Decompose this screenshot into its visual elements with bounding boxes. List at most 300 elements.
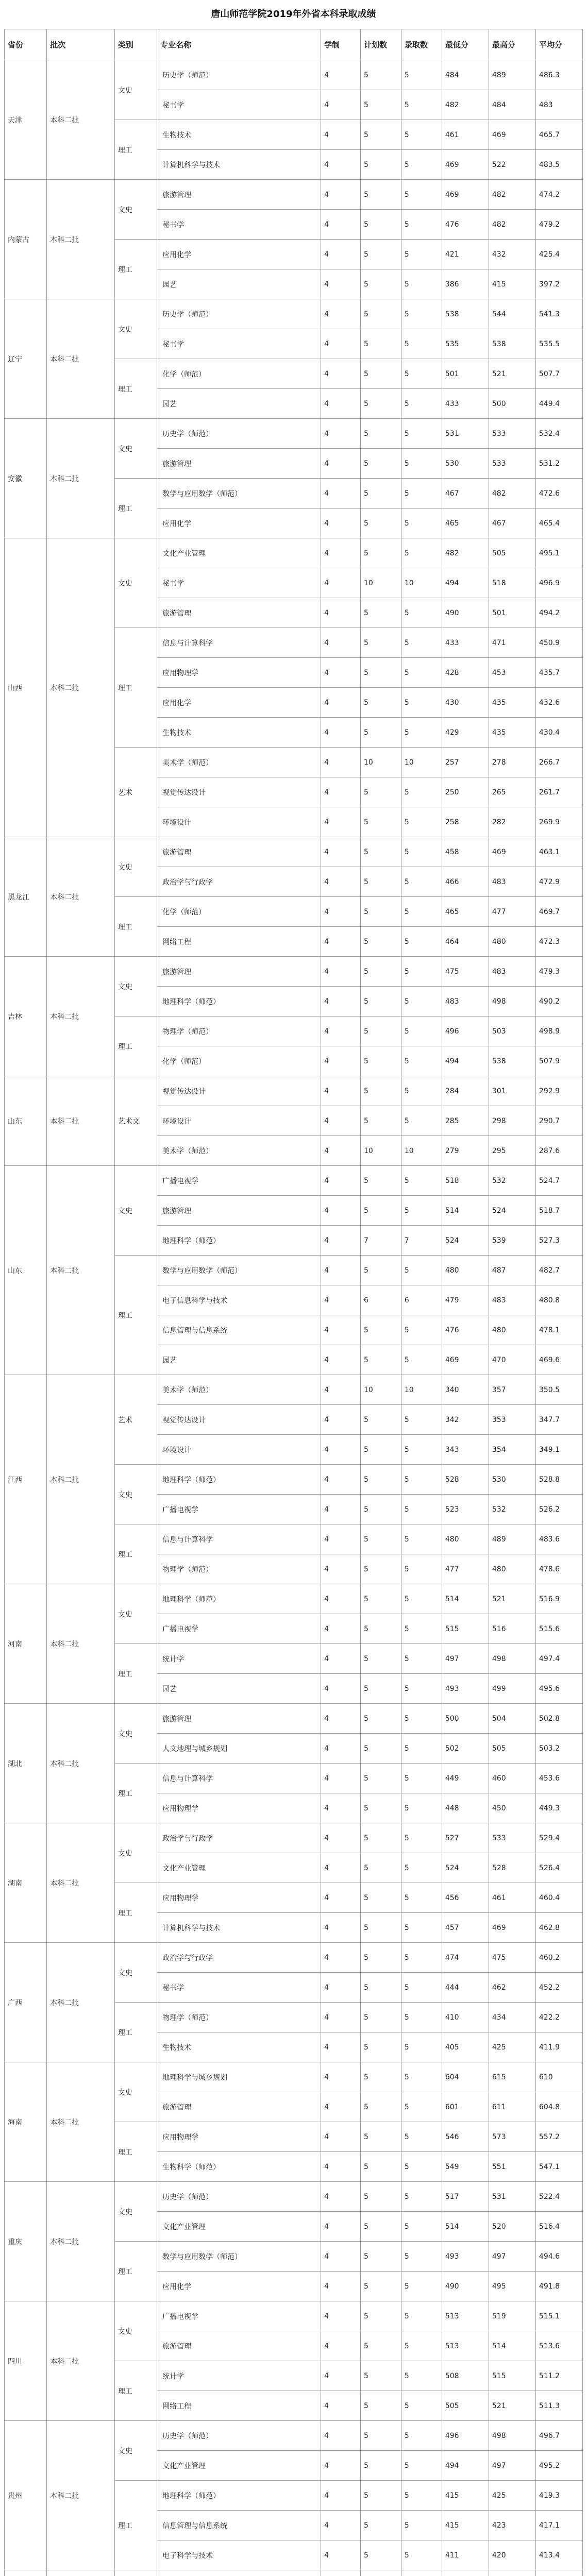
max-score-cell: 435 <box>489 718 535 748</box>
min-score-cell: 497 <box>442 1644 489 1674</box>
avg-score-cell: 529.4 <box>535 1823 582 1853</box>
table-row <box>5 1943 583 1973</box>
duration-cell: 4 <box>321 987 361 1016</box>
major-cell: 园艺 <box>157 389 321 419</box>
max-score-cell: 470 <box>489 1345 535 1375</box>
duration-cell: 4 <box>321 1674 361 1704</box>
max-score-cell: 489 <box>489 1524 535 1554</box>
duration-cell: 4 <box>321 927 361 957</box>
plan-cell: 5 <box>360 2062 401 2092</box>
max-score-cell: 518 <box>489 568 535 598</box>
admitted-cell: 7 <box>401 1226 442 1256</box>
duration-cell: 4 <box>321 957 361 987</box>
major-cell: 秘书学 <box>157 329 321 359</box>
table-row <box>5 837 583 867</box>
admitted-cell: 5 <box>401 1524 442 1554</box>
min-score-cell: 415 <box>442 2481 489 2511</box>
category-cell: 文史 <box>114 60 157 120</box>
max-score-cell: 354 <box>489 1435 535 1465</box>
min-score-cell: 524 <box>442 1853 489 1883</box>
table-row <box>5 2301 583 2331</box>
max-score-cell: 475 <box>489 1943 535 1973</box>
major-cell: 视觉传达设计 <box>157 1076 321 1106</box>
min-score-cell: 535 <box>442 329 489 359</box>
province-cell: 内蒙古 <box>5 180 47 299</box>
major-cell: 计算机科学与技术 <box>157 1913 321 1943</box>
avg-score-cell: 472.9 <box>535 867 582 897</box>
major-cell: 环境设计 <box>157 1435 321 1465</box>
admitted-cell: 5 <box>401 1883 442 1913</box>
min-score-cell: 433 <box>442 389 489 419</box>
admitted-cell: 5 <box>401 359 442 389</box>
duration-cell: 4 <box>321 120 361 150</box>
avg-score-cell: 516.4 <box>535 2212 582 2242</box>
avg-score-cell: 417.1 <box>535 2511 582 2540</box>
major-cell: 旅游管理 <box>157 2092 321 2122</box>
min-score-cell: 479 <box>442 1285 489 1315</box>
max-score-cell: 480 <box>489 1315 535 1345</box>
max-score-cell: 487 <box>489 1256 535 1285</box>
avg-score-cell: 518.7 <box>535 1196 582 1226</box>
avg-score-cell: 526.4 <box>535 1853 582 1883</box>
plan-cell: 5 <box>360 628 401 658</box>
category-cell: 文史 <box>114 180 157 240</box>
min-score-cell: 429 <box>442 718 489 748</box>
admitted-cell: 5 <box>401 1256 442 1285</box>
category-cell: 文史 <box>114 957 157 1016</box>
table-row <box>5 1704 583 1734</box>
duration-cell: 4 <box>321 269 361 299</box>
min-score-cell: 340 <box>442 1375 489 1405</box>
max-score-cell: 435 <box>489 688 535 718</box>
avg-score-cell: 496.9 <box>535 568 582 598</box>
avg-score-cell: 478.6 <box>535 1554 582 1584</box>
avg-score-cell: 507.9 <box>535 1046 582 1076</box>
max-score-cell: 282 <box>489 807 535 837</box>
province-cell: 海南 <box>5 2062 47 2182</box>
admitted-cell: 5 <box>401 2242 442 2272</box>
min-score-cell: 456 <box>442 1883 489 1913</box>
min-score-cell: 530 <box>442 449 489 479</box>
major-cell: 化学（师范） <box>157 897 321 927</box>
major-cell: 历史学（师范） <box>157 60 321 90</box>
table-row <box>5 538 583 568</box>
category-cell: 文史 <box>114 1584 157 1644</box>
avg-score-cell: 462.8 <box>535 1913 582 1943</box>
min-score-cell: 469 <box>442 1345 489 1375</box>
major-cell: 视觉传达设计 <box>157 777 321 807</box>
duration-cell: 4 <box>321 2451 361 2481</box>
admitted-cell: 5 <box>401 2182 442 2212</box>
duration-cell: 4 <box>321 2511 361 2540</box>
table-row <box>5 180 583 210</box>
min-score-cell: 458 <box>442 837 489 867</box>
min-score-cell <box>442 2570 489 2576</box>
max-score-cell: 484 <box>489 90 535 120</box>
major-cell: 文化产业管理 <box>157 1853 321 1883</box>
admitted-cell: 5 <box>401 897 442 927</box>
max-score-cell: 515 <box>489 2361 535 2391</box>
duration-cell: 4 <box>321 2182 361 2212</box>
avg-score-cell: 528.8 <box>535 1465 582 1495</box>
plan-cell: 5 <box>360 1495 401 1524</box>
max-score-cell: 462 <box>489 1973 535 2003</box>
admitted-cell: 5 <box>401 150 442 180</box>
avg-score-cell: 526.2 <box>535 1495 582 1524</box>
avg-score-cell: 479.3 <box>535 957 582 987</box>
major-cell: 旅游管理 <box>157 837 321 867</box>
max-score-cell: 483 <box>489 1285 535 1315</box>
duration-cell: 4 <box>321 449 361 479</box>
admission-scores-table <box>4 29 583 2576</box>
avg-score-cell: 411.9 <box>535 2032 582 2062</box>
batch-cell: 本科二批 <box>47 1704 115 1823</box>
duration-cell: 4 <box>321 1793 361 1823</box>
avg-score-cell: 425.4 <box>535 240 582 269</box>
avg-score-cell: 472.3 <box>535 927 582 957</box>
admitted-cell: 5 <box>401 688 442 718</box>
avg-score-cell: 541.3 <box>535 299 582 329</box>
plan-cell: 5 <box>360 90 401 120</box>
category-cell: 理工 <box>114 897 157 957</box>
category-cell: 文史 <box>114 1823 157 1883</box>
province-cell: 安徽 <box>5 419 47 538</box>
avg-score-cell: 449.3 <box>535 1793 582 1823</box>
avg-score-cell: 452.2 <box>535 1973 582 2003</box>
admitted-cell: 6 <box>401 1285 442 1315</box>
admitted-cell: 5 <box>401 1734 442 1764</box>
plan-cell: 5 <box>360 987 401 1016</box>
major-cell: 物理学（师范） <box>157 2003 321 2032</box>
avg-score-cell: 522.4 <box>535 2182 582 2212</box>
major-cell: 物理学（师范） <box>157 1016 321 1046</box>
admitted-cell: 5 <box>401 867 442 897</box>
max-score-cell: 450 <box>489 1793 535 1823</box>
max-score-cell: 480 <box>489 1554 535 1584</box>
duration-cell: 4 <box>321 1465 361 1495</box>
category-cell: 理工 <box>114 2122 157 2182</box>
avg-score-cell: 432.6 <box>535 688 582 718</box>
duration-cell: 4 <box>321 1644 361 1674</box>
major-cell: 化学（师范） <box>157 359 321 389</box>
plan-cell: 5 <box>360 2122 401 2152</box>
category-cell: 文史 <box>114 419 157 479</box>
avg-score-cell: 465.7 <box>535 120 582 150</box>
plan-cell: 5 <box>360 867 401 897</box>
province-cell: 重庆 <box>5 2182 47 2301</box>
admitted-cell: 5 <box>401 1016 442 1046</box>
plan-cell: 5 <box>360 329 401 359</box>
min-score-cell: 514 <box>442 1584 489 1614</box>
avg-score-cell: 469.7 <box>535 897 582 927</box>
major-cell <box>157 2570 321 2576</box>
admitted-cell: 5 <box>401 1793 442 1823</box>
header-admitted: 录取数 <box>401 29 442 60</box>
plan-cell: 5 <box>360 299 401 329</box>
major-cell: 数学与应用数学（师范） <box>157 1256 321 1285</box>
max-score-cell: 500 <box>489 389 535 419</box>
avg-score-cell: 460.4 <box>535 1883 582 1913</box>
plan-cell: 5 <box>360 359 401 389</box>
plan-cell: 5 <box>360 2361 401 2391</box>
min-score-cell: 342 <box>442 1405 489 1435</box>
duration-cell: 4 <box>321 1704 361 1734</box>
max-score-cell: 482 <box>489 180 535 210</box>
plan-cell: 5 <box>360 1315 401 1345</box>
plan-cell: 5 <box>360 449 401 479</box>
plan-cell: 5 <box>360 1704 401 1734</box>
min-score-cell: 444 <box>442 1973 489 2003</box>
max-score-cell: 278 <box>489 748 535 777</box>
major-cell: 文化产业管理 <box>157 538 321 568</box>
major-cell: 旅游管理 <box>157 957 321 987</box>
min-score-cell: 496 <box>442 1016 489 1046</box>
avg-score-cell: 479.2 <box>535 210 582 240</box>
plan-cell: 5 <box>360 1524 401 1554</box>
plan-cell: 5 <box>360 1883 401 1913</box>
admitted-cell: 5 <box>401 807 442 837</box>
category-cell: 理工 <box>114 1764 157 1823</box>
duration-cell: 4 <box>321 299 361 329</box>
avg-score-cell: 472.6 <box>535 479 582 509</box>
major-cell: 信息管理与信息系统 <box>157 2511 321 2540</box>
admitted-cell: 5 <box>401 1704 442 1734</box>
duration-cell: 4 <box>321 2003 361 2032</box>
duration-cell: 4 <box>321 509 361 538</box>
table-row <box>5 1076 583 1106</box>
avg-score-cell: 482.7 <box>535 1256 582 1285</box>
major-cell: 应用物理学 <box>157 658 321 688</box>
plan-cell: 5 <box>360 1016 401 1046</box>
min-score-cell: 405 <box>442 2032 489 2062</box>
table-title: 唐山师范学院2019年外省本科录取成绩 <box>211 9 376 20</box>
batch-cell: 本科二批 <box>47 2301 115 2421</box>
admitted-cell: 5 <box>401 2451 442 2481</box>
avg-score-cell: 502.8 <box>535 1704 582 1734</box>
plan-cell: 5 <box>360 2511 401 2540</box>
min-score-cell: 527 <box>442 1823 489 1853</box>
max-score-cell: 504 <box>489 1704 535 1734</box>
plan-cell: 5 <box>360 60 401 90</box>
major-cell: 文化产业管理 <box>157 2451 321 2481</box>
major-cell: 历史学（师范） <box>157 299 321 329</box>
avg-score-cell: 266.7 <box>535 748 582 777</box>
duration-cell: 4 <box>321 2361 361 2391</box>
plan-cell: 5 <box>360 479 401 509</box>
duration-cell: 4 <box>321 1614 361 1644</box>
table-row <box>5 299 583 329</box>
province-cell: 湖南 <box>5 1823 47 1943</box>
duration-cell: 4 <box>321 1256 361 1285</box>
category-cell: 理工 <box>114 628 157 748</box>
major-cell: 统计学 <box>157 2361 321 2391</box>
batch-cell: 本科二批 <box>47 1166 115 1375</box>
avg-score-cell: 516.9 <box>535 1584 582 1614</box>
max-score-cell: 460 <box>489 1764 535 1793</box>
duration-cell: 4 <box>321 1315 361 1345</box>
table-row <box>5 1823 583 1853</box>
max-score-cell: 353 <box>489 1405 535 1435</box>
avg-score-cell: 497.4 <box>535 1644 582 1674</box>
avg-score-cell: 422.2 <box>535 2003 582 2032</box>
max-score-cell: 483 <box>489 867 535 897</box>
plan-cell: 10 <box>360 568 401 598</box>
duration-cell: 4 <box>321 748 361 777</box>
major-cell: 数学与应用数学（师范） <box>157 479 321 509</box>
province-cell: 吉林 <box>5 957 47 1076</box>
category-cell: 艺术 <box>114 748 157 837</box>
batch-cell: 本科二批 <box>47 957 115 1076</box>
admitted-cell: 5 <box>401 1106 442 1136</box>
major-cell: 秘书学 <box>157 1973 321 2003</box>
min-score-cell: 493 <box>442 1674 489 1704</box>
min-score-cell: 531 <box>442 419 489 449</box>
major-cell: 应用物理学 <box>157 2122 321 2152</box>
duration-cell: 4 <box>321 867 361 897</box>
plan-cell: 5 <box>360 1256 401 1285</box>
major-cell: 园艺 <box>157 269 321 299</box>
avg-score-cell: 495.1 <box>535 538 582 568</box>
plan-cell: 7 <box>360 1226 401 1256</box>
header-major: 专业名称 <box>157 29 321 60</box>
max-score-cell: 295 <box>489 1136 535 1166</box>
min-score-cell: 467 <box>442 479 489 509</box>
avg-score-cell: 513.6 <box>535 2331 582 2361</box>
plan-cell: 5 <box>360 509 401 538</box>
min-score-cell: 415 <box>442 2511 489 2540</box>
duration-cell: 4 <box>321 1764 361 1793</box>
category-cell: 理工 <box>114 1016 157 1076</box>
province-cell: 山东 <box>5 1166 47 1375</box>
duration-cell: 4 <box>321 1973 361 2003</box>
plan-cell: 5 <box>360 538 401 568</box>
major-cell: 电子科学与技术 <box>157 2540 321 2570</box>
table-row <box>5 2421 583 2451</box>
plan-cell: 5 <box>360 2540 401 2570</box>
avg-score-cell: 495.2 <box>535 2451 582 2481</box>
plan-cell: 5 <box>360 1764 401 1793</box>
max-score-cell: 611 <box>489 2092 535 2122</box>
duration-cell: 4 <box>321 718 361 748</box>
avg-score-cell: 483 <box>535 90 582 120</box>
category-cell: 理工 <box>114 1524 157 1584</box>
major-cell: 旅游管理 <box>157 1704 321 1734</box>
major-cell: 生物技术 <box>157 2032 321 2062</box>
max-score-cell: 298 <box>489 1106 535 1136</box>
major-cell: 应用化学 <box>157 2272 321 2301</box>
avg-score-cell: 495.6 <box>535 1674 582 1704</box>
duration-cell: 4 <box>321 1345 361 1375</box>
min-score-cell: 514 <box>442 2212 489 2242</box>
plan-cell: 5 <box>360 2481 401 2511</box>
avg-score-cell: 486.3 <box>535 60 582 90</box>
plan-cell: 5 <box>360 2092 401 2122</box>
avg-score-cell: 349.1 <box>535 1435 582 1465</box>
plan-cell: 5 <box>360 1196 401 1226</box>
province-cell: 贵州 <box>5 2421 47 2570</box>
min-score-cell: 604 <box>442 2062 489 2092</box>
major-cell: 广播电视学 <box>157 1166 321 1196</box>
admitted-cell: 5 <box>401 718 442 748</box>
admitted-cell: 10 <box>401 1136 442 1166</box>
category-cell: 理工 <box>114 120 157 180</box>
duration-cell: 4 <box>321 1734 361 1764</box>
avg-score-cell: 287.6 <box>535 1136 582 1166</box>
min-score-cell: 466 <box>442 867 489 897</box>
min-score-cell: 528 <box>442 1465 489 1495</box>
duration-cell: 4 <box>321 1853 361 1883</box>
admitted-cell: 5 <box>401 1315 442 1345</box>
category-cell: 文史 <box>114 1943 157 2003</box>
major-cell: 信息管理与信息系统 <box>157 1315 321 1345</box>
avg-score-cell: 480.8 <box>535 1285 582 1315</box>
duration-cell: 4 <box>321 419 361 449</box>
admitted-cell: 5 <box>401 2122 442 2152</box>
admitted-cell: 5 <box>401 658 442 688</box>
major-cell: 美术学（师范） <box>157 1136 321 1166</box>
major-cell: 广播电视学 <box>157 1495 321 1524</box>
category-cell: 文史 <box>114 2182 157 2242</box>
province-cell: 山东 <box>5 1076 47 1166</box>
table-row <box>5 2182 583 2212</box>
admitted-cell: 5 <box>401 449 442 479</box>
plan-cell: 10 <box>360 1375 401 1405</box>
major-cell: 广播电视学 <box>157 2301 321 2331</box>
avg-score-cell <box>535 2570 582 2576</box>
admitted-cell: 5 <box>401 2062 442 2092</box>
max-score-cell: 467 <box>489 509 535 538</box>
max-score-cell: 615 <box>489 2062 535 2092</box>
avg-score-cell: 547.1 <box>535 2152 582 2182</box>
avg-score-cell: 435.7 <box>535 658 582 688</box>
batch-cell: 本科二批 <box>47 1584 115 1704</box>
major-cell: 地理科学（师范） <box>157 1584 321 1614</box>
major-cell: 视觉传达设计 <box>157 1405 321 1435</box>
major-cell: 园艺 <box>157 1674 321 1704</box>
max-score-cell: 482 <box>489 210 535 240</box>
admitted-cell: 5 <box>401 837 442 867</box>
table-row <box>5 419 583 449</box>
min-score-cell: 421 <box>442 240 489 269</box>
duration-cell: 4 <box>321 1196 361 1226</box>
category-cell: 理工 <box>114 1256 157 1375</box>
admitted-cell: 5 <box>401 2511 442 2540</box>
admitted-cell: 5 <box>401 1674 442 1704</box>
min-score-cell: 490 <box>442 598 489 628</box>
batch-cell: 本科二批 <box>47 837 115 957</box>
plan-cell: 6 <box>360 1285 401 1315</box>
max-score-cell: 520 <box>489 2212 535 2242</box>
province-cell: 黑龙江 <box>5 837 47 957</box>
admitted-cell: 5 <box>401 1614 442 1644</box>
duration-cell: 4 <box>321 2242 361 2272</box>
plan-cell: 5 <box>360 2032 401 2062</box>
admitted-cell: 5 <box>401 1764 442 1793</box>
duration-cell: 4 <box>321 837 361 867</box>
category-cell: 理工 <box>114 1883 157 1943</box>
max-score-cell: 432 <box>489 240 535 269</box>
avg-score-cell: 610 <box>535 2062 582 2092</box>
category-cell: 艺术 <box>114 1375 157 1465</box>
plan-cell: 5 <box>360 2003 401 2032</box>
avg-score-cell: 465.4 <box>535 509 582 538</box>
admitted-cell: 5 <box>401 927 442 957</box>
admitted-cell: 5 <box>401 509 442 538</box>
min-score-cell: 480 <box>442 1256 489 1285</box>
max-score-cell: 505 <box>489 1734 535 1764</box>
table-row <box>5 2570 583 2576</box>
admitted-cell: 5 <box>401 2361 442 2391</box>
